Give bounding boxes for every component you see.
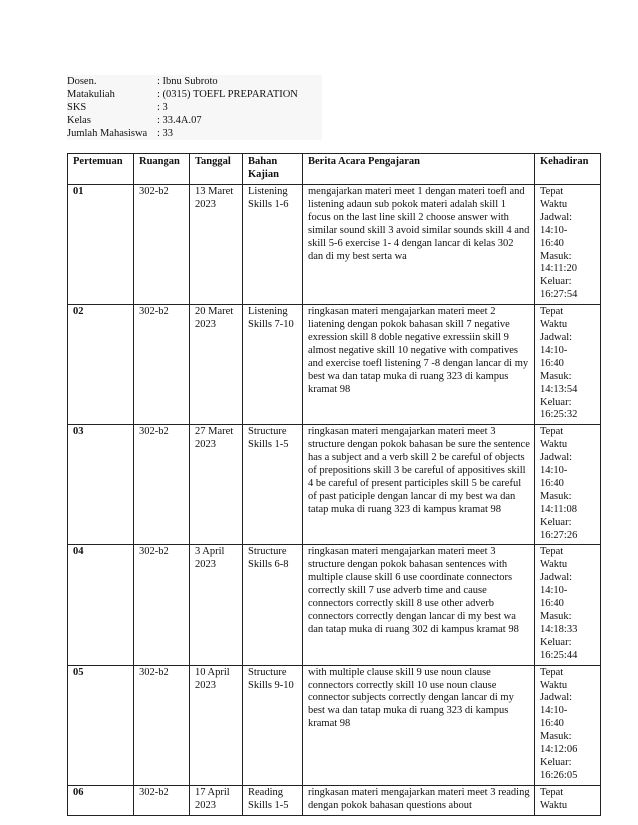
cell-kehadiran (535, 425, 601, 545)
cell-ruangan: 302-b2 (134, 665, 190, 785)
teaching-log-table (67, 153, 601, 816)
kehadiran-line: Jadwal: (540, 452, 573, 464)
kehadiran-line: Masuk: (540, 731, 572, 743)
cell-bahan-kajian: Listening Skills 7-10 (243, 305, 303, 425)
kehadiran-line: Waktu (540, 559, 568, 571)
kehadiran-line: 14:10- (540, 224, 568, 236)
kehadiran-line: 16:27:54 (540, 289, 578, 301)
kehadiran-line: 14:10- (540, 465, 568, 477)
kehadiran-line: 14:11:20 (540, 263, 577, 275)
kehadiran-line: 14:18:33 (540, 623, 578, 635)
kehadiran-line: Tepat (540, 786, 564, 798)
column-header-kehadiran: Kehadiran (535, 154, 601, 185)
kehadiran-line: 16:40 (540, 598, 564, 610)
course-info (67, 75, 322, 140)
cell-tanggal: 3 April 2023 (190, 545, 243, 665)
kehadiran-line: Waktu (540, 319, 568, 331)
kehadiran-line: Tepat (540, 546, 564, 558)
info-row-sks (67, 101, 322, 114)
kehadiran-line: Waktu (540, 799, 568, 811)
kehadiran-line: 14:13:54 (540, 383, 578, 395)
cell-tanggal: 20 Maret 2023 (190, 305, 243, 425)
kehadiran-line: Waktu (540, 679, 568, 691)
column-header-tanggal: Tanggal (190, 154, 243, 185)
table-row (68, 425, 601, 545)
info-value: : (0315) TOEFL PREPARATION (157, 89, 298, 100)
kehadiran-line: Jadwal: (540, 692, 573, 704)
kehadiran-line: Waktu (540, 439, 568, 451)
kehadiran-line: 14:12:06 (540, 744, 578, 756)
kehadiran-line: 16:40 (540, 718, 564, 730)
info-label: Dosen. (67, 76, 97, 87)
kehadiran-line: 16:40 (540, 477, 564, 489)
cell-kehadiran (535, 665, 601, 785)
kehadiran-line: Keluar: (540, 396, 572, 408)
info-row-dosen (67, 75, 322, 88)
info-label: Matakuliah (67, 89, 115, 100)
info-value: : Ibnu Subroto (157, 76, 218, 87)
cell-tanggal: 27 Maret 2023 (190, 425, 243, 545)
cell-bahan-kajian: Listening Skills 1-6 (243, 185, 303, 305)
cell-berita-acara: mengajarkan materi meet 1 dengan materi toefl and listening adaun sub pokok materi adalah skill 1 focus on the last line skill 2 choose answer with similar sound skill 3 avoid similar sounds skill 4 and skill 5-6 exercise 1- 4 dengan lancar di kelas 302 dan di my best serta wa (303, 185, 535, 305)
kehadiran-line: 16:40 (540, 357, 564, 369)
kehadiran-line: Masuk: (540, 490, 572, 502)
table-row (68, 545, 601, 665)
cell-pertemuan: 03 (68, 425, 134, 545)
table-body (68, 185, 601, 816)
cell-pertemuan: 01 (68, 185, 134, 305)
kehadiran-line: 16:25:44 (540, 649, 578, 661)
info-value: : 33 (157, 128, 174, 139)
cell-kehadiran (535, 305, 601, 425)
kehadiran-line: Masuk: (540, 370, 572, 382)
kehadiran-line: Masuk: (540, 611, 572, 622)
cell-ruangan: 302-b2 (134, 185, 190, 305)
table-row (68, 785, 601, 815)
info-row-matakuliah (67, 88, 322, 101)
cell-pertemuan: 04 (68, 545, 134, 665)
column-header-berita-acara: Berita Acara Pengajaran (303, 154, 535, 185)
kehadiran-line: Masuk: (540, 250, 572, 262)
cell-ruangan: 302-b2 (134, 425, 190, 545)
kehadiran-line: Keluar: (540, 756, 572, 768)
kehadiran-line: Keluar: (540, 516, 572, 528)
column-header-bahan-kajian: Bahan Kajian (243, 154, 303, 185)
cell-kehadiran (535, 785, 601, 815)
column-header-pertemuan: Pertemuan (68, 154, 134, 185)
cell-bahan-kajian: Structure Skills 6-8 (243, 545, 303, 665)
kehadiran-line: Keluar: (540, 636, 572, 648)
cell-kehadiran (535, 545, 601, 665)
cell-pertemuan: 02 (68, 305, 134, 425)
kehadiran-line: Tepat (540, 306, 564, 318)
kehadiran-line: 16:27:26 (540, 529, 578, 541)
column-header-ruangan: Ruangan (134, 154, 190, 185)
kehadiran-line: 16:26:05 (540, 769, 578, 781)
kehadiran-line: 16:25:32 (540, 409, 578, 421)
kehadiran-line: Jadwal: (540, 211, 573, 223)
info-label: SKS (67, 102, 87, 113)
kehadiran-line: Tepat (540, 666, 564, 678)
cell-ruangan: 302-b2 (134, 785, 190, 815)
kehadiran-line: 14:11:08 (540, 503, 577, 515)
cell-bahan-kajian: Reading Skills 1-5 (243, 785, 303, 815)
cell-pertemuan: 06 (68, 785, 134, 815)
table-row (68, 185, 601, 305)
cell-tanggal: 10 April 2023 (190, 665, 243, 785)
cell-berita-acara: ringkasan materi mengajarkan materi meet 3 structure dengan pokok bahasan sentences with multiple clause skill 6 use coordinate connectors correctly skill 7 use adverb time and cause connectors correctly skill 8 use other adverb connectors correctly dengan lancar di my best wa dan tatap muka di ruang 302 di kampus kramat 98 (303, 545, 535, 665)
cell-bahan-kajian: Structure Skills 9-10 (243, 665, 303, 785)
table-row (68, 305, 601, 425)
table-header-row (68, 154, 601, 185)
info-row-kelas (67, 114, 322, 127)
cell-berita-acara: ringkasan materi mengajarkan materi meet 2 liatening dengan pokok bahasan skill 7 negative exression skill 8 doble negative exressiin skill 9 almost negative skill 10 negative with compatives and exercise toefl listening 7 -8 dengan lancar di my best wa dan tatap muka di ruang 323 di kampus kramat 98 (303, 305, 535, 425)
kehadiran-line: 14:10- (540, 705, 568, 717)
info-value: : 3 (157, 102, 168, 113)
kehadiran-line: Keluar: (540, 276, 572, 288)
info-label: Jumlah Mahasiswa (67, 128, 148, 139)
kehadiran-line: Jadwal: (540, 572, 573, 584)
table-row (68, 665, 601, 785)
cell-pertemuan: 05 (68, 665, 134, 785)
cell-berita-acara: with multiple clause skill 9 use noun clause connectors correctly skill 10 use noun clause connector subjects correctly dengan lancar di my best wa dan tatap muka di ruang 323 di kampus kramat 98 (303, 665, 535, 785)
kehadiran-line: 14:10- (540, 344, 568, 356)
cell-tanggal: 17 April 2023 (190, 785, 243, 815)
kehadiran-line: Tepat (540, 186, 564, 197)
cell-ruangan: 302-b2 (134, 305, 190, 425)
kehadiran-line: Tepat (540, 426, 564, 438)
info-row-jumlah-mahasiswa (67, 127, 322, 140)
cell-kehadiran (535, 185, 601, 305)
cell-tanggal: 13 Maret 2023 (190, 185, 243, 305)
kehadiran-line: Jadwal: (540, 331, 573, 343)
cell-ruangan: 302-b2 (134, 545, 190, 665)
cell-berita-acara: ringkasan materi mengajarkan materi meet 3 structure dengan pokok bahasan be sure the sentence has a subject and a verb skill 2 be careful of objects of prepositions skill 3 be careful of appositives skill 4 be careful of present participles skill 5 be careful of past paticiple dengan lancar di my best wa dan tatap muka di ruang 323 di kampus kramat 98 (303, 425, 535, 545)
kehadiran-line: Waktu (540, 198, 568, 210)
cell-berita-acara: ringkasan materi mengajarkan materi meet 3 reading dengan pokok bahasan questions about (303, 785, 535, 815)
cell-bahan-kajian: Structure Skills 1-5 (243, 425, 303, 545)
kehadiran-line: 16:40 (540, 237, 564, 249)
info-label: Kelas (67, 115, 91, 126)
info-value: : 33.4A.07 (157, 115, 202, 126)
kehadiran-line: 14:10- (540, 585, 568, 597)
